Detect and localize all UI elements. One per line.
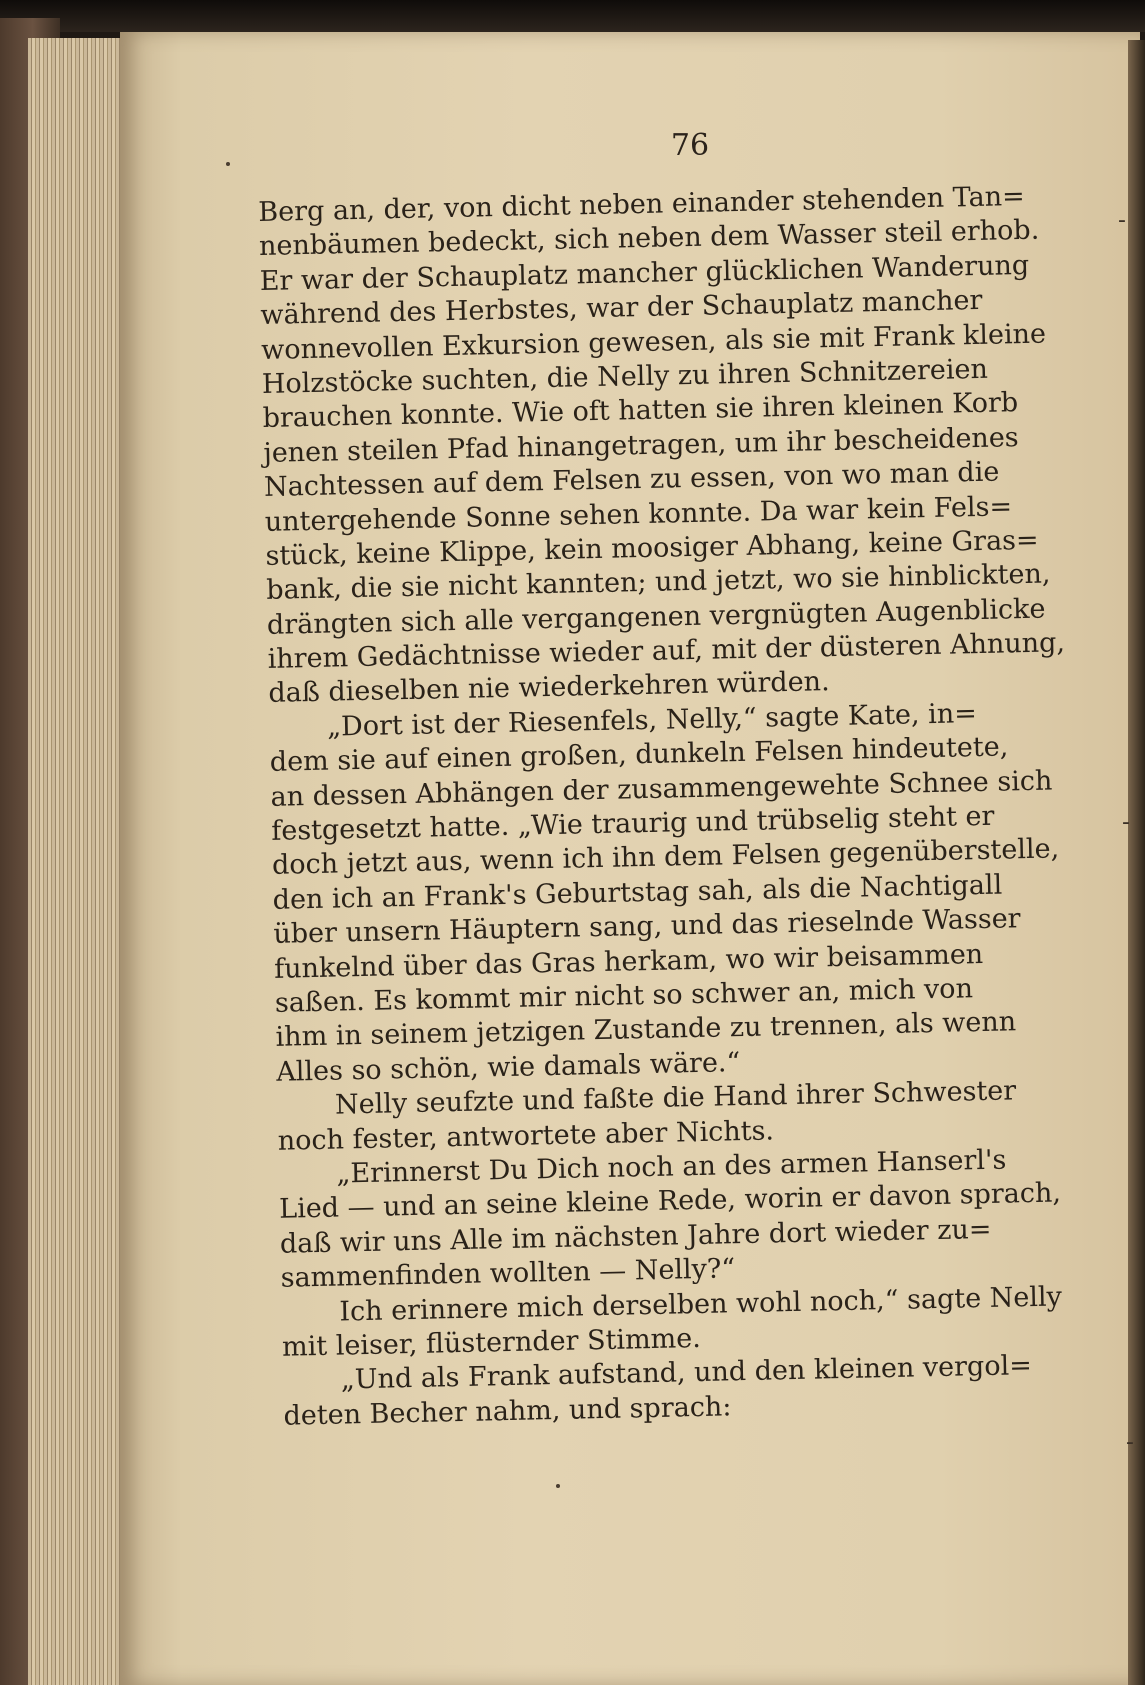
text-line: stück, keine Klippe, kein moosiger Abhang, keine Gras= (265, 524, 1039, 572)
text-line: ihm in seinem jetzigen Zustande zu trennen, als wenn (275, 1006, 1017, 1054)
text-line: bank, die sie nicht kannten; und jetzt, wo sie hinblickten, (265, 558, 1051, 607)
margin-mark: - (1118, 208, 1126, 233)
text-line: Ich erinnere mich derselben wohl noch,“ sagte Nelly (339, 1280, 1063, 1328)
text-line: Alles so schön, wie damals wäre.“ (276, 1046, 741, 1088)
text-line: mit leiser, flüsternder Stimme. (281, 1322, 702, 1363)
text-line: Er war der Schauplatz mancher glücklichen Wanderung (259, 249, 1030, 297)
ink-dot (556, 1484, 560, 1488)
text-line: während des Herbstes, war der Schauplatz mancher (260, 285, 983, 332)
text-line: Berg an, der, von dicht neben einander stehenden Tan= (258, 180, 1026, 228)
text-line: festgesetzt hatte. „Wie traurig und trübselig steht er (270, 800, 995, 847)
text-line: den ich an Frank's Geburtstag sah, als die Nachtigall (272, 869, 1003, 916)
text-line: „Dort ist der Riesenfels, Nelly,“ sagte Kate, in= (326, 697, 978, 743)
scanner-background (0, 0, 1145, 32)
margin-mark: - (1126, 1430, 1134, 1455)
text-line: Nachtessen auf dem Felsen zu essen, von wo man die (263, 456, 1000, 504)
text-line: doch jetzt aus, wenn ich ihn dem Felsen gegenüberstelle, (271, 833, 1060, 882)
margin-mark: - (1122, 810, 1130, 835)
text-line: saßen. Es kommt mir nicht so schwer an, mich von (274, 973, 974, 1019)
text-line: „Erinnerst Du Dich noch an des armen Hanserl's (336, 1144, 1007, 1190)
text-line: daß wir uns Alle im nächsten Jahre dort wieder zu= (279, 1213, 992, 1260)
text-line: funkelnd über das Gras herkam, wo wir beisammen (273, 938, 984, 985)
text-line: Nelly seufzte und faßte die Hand ihrer Schwester (334, 1075, 1017, 1121)
text-line: ihrem Gedächtnisse wieder auf, mit der düsteren Ahnung, (267, 627, 1066, 675)
text-line: „Und als Frank aufstand, und den kleinen vergol= (340, 1350, 1033, 1396)
text-line: nenbäumen bedeckt, sich neben dem Wasser steil erhob. (258, 215, 1040, 263)
text-line: daß dieselben nie wiederkehren würden. (268, 666, 830, 710)
text-line: brauchen konnte. Wie oft hatten sie ihren kleinen Korb (262, 387, 1019, 435)
text-line: drängten sich alle vergangenen vergnügten Augenblicke (266, 593, 1046, 641)
text-line: jenen steilen Pfad hinangetragen, um ihr bescheidenes (263, 421, 1019, 469)
body-text (258, 179, 1104, 1434)
page-number: 76 (670, 128, 710, 163)
text-line: untergehende Sonne sehen konnte. Da war kein Fels= (264, 490, 1013, 538)
text-line: Lied — und an seine kleine Rede, worin er davon sprach, (278, 1177, 1062, 1226)
text-line: deten Becher nahm, und sprach: (283, 1391, 732, 1432)
text-line: wonnevollen Exkursion gewesen, als sie mit Frank kleine (260, 318, 1047, 366)
text-line: noch fester, antwortete aber Nichts. (277, 1114, 775, 1157)
text-line: Holzstöcke suchten, die Nelly zu ihren Schnitzereien (261, 353, 989, 400)
ink-dot (226, 162, 230, 166)
text-line: über unsern Häuptern sang, und das rieselnde Wasser (273, 903, 1021, 951)
text-line: sammenfinden wollten — Nelly?“ (280, 1253, 736, 1294)
text-line: dem sie auf einen großen, dunkeln Felsen hindeutete, (269, 731, 1009, 779)
text-line: an dessen Abhängen der zusammengewehte Schnee sich (270, 765, 1053, 813)
